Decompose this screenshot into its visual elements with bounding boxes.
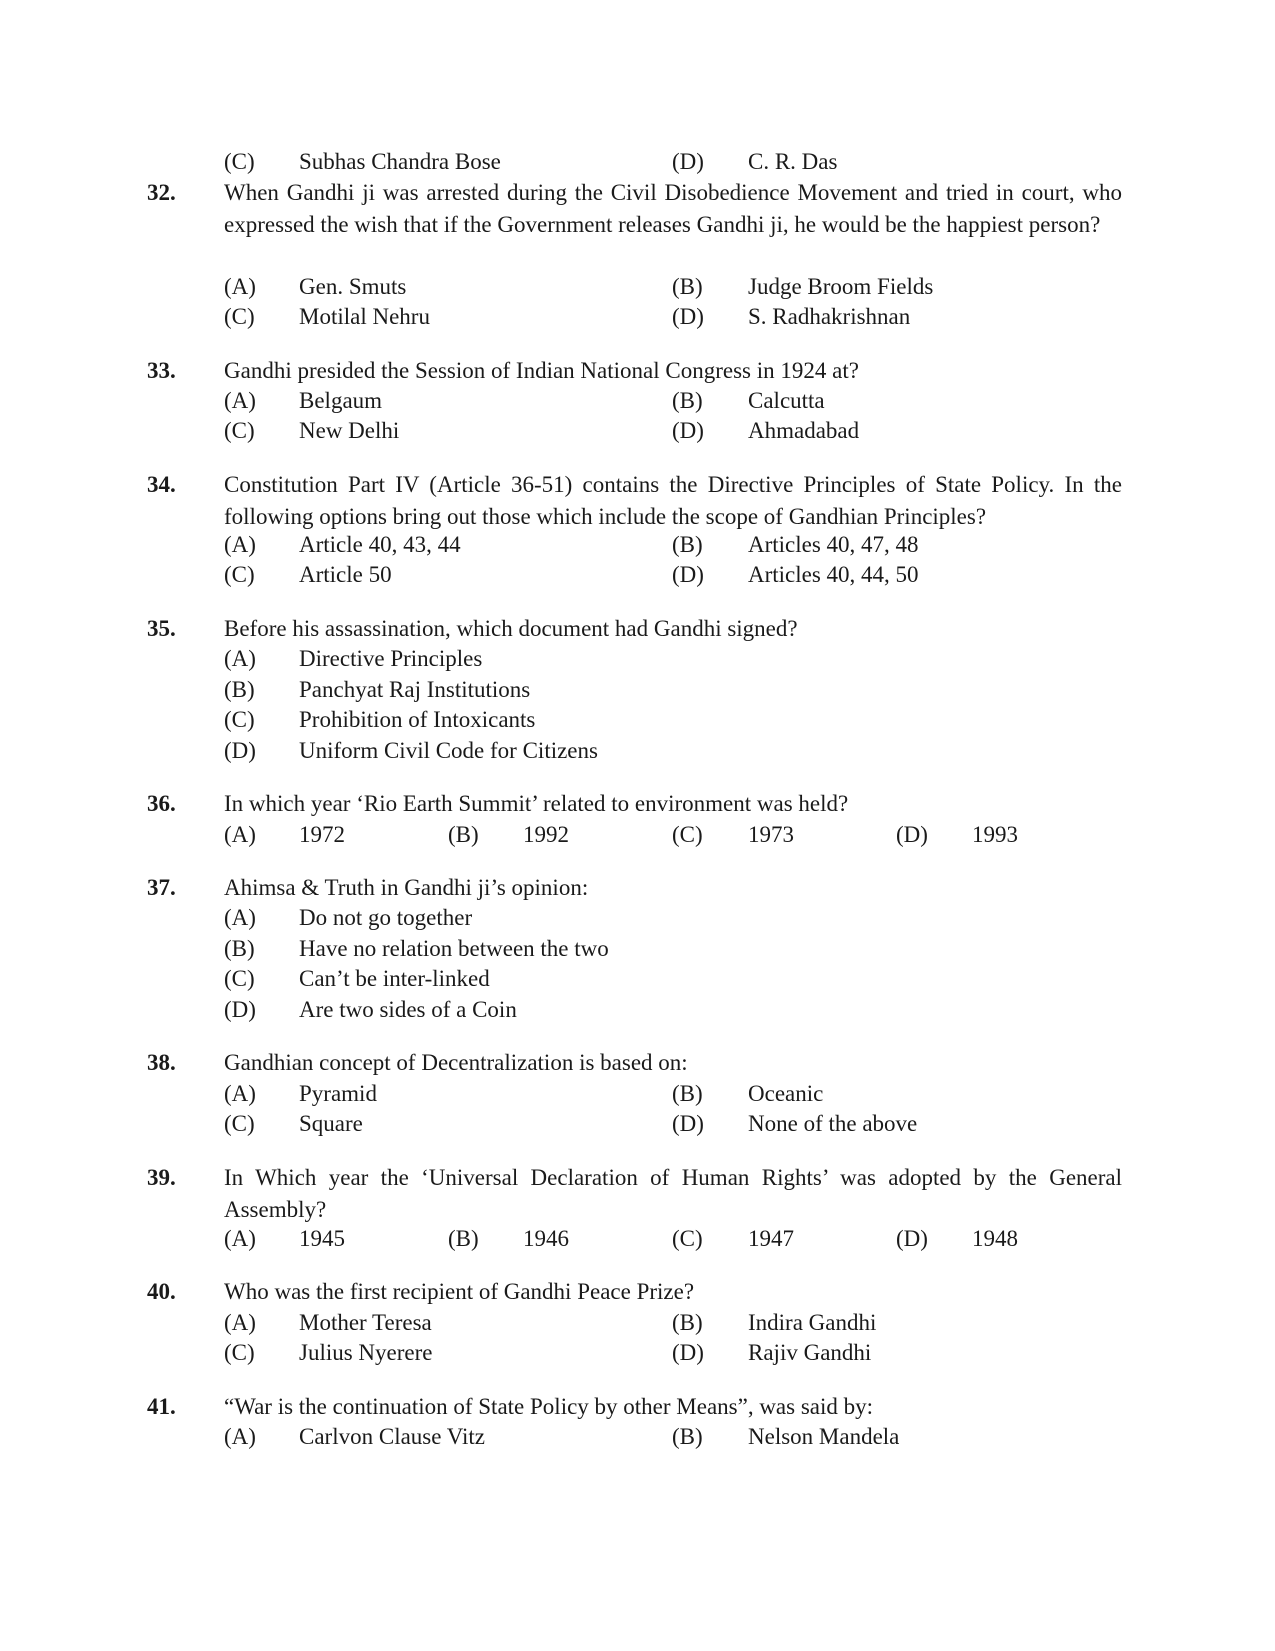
option-letter: (D)	[672, 149, 704, 174]
option-text: Uniform Civil Code for Citizens	[299, 738, 598, 763]
question-text: Who was the first recipient of Gandhi Peace Prize?	[224, 1279, 695, 1304]
option-letter: (A)	[224, 1226, 256, 1251]
option-text: Have no relation between the two	[299, 936, 609, 961]
question-number: 35.	[147, 616, 176, 641]
option-letter: (A)	[224, 822, 256, 847]
option-text: Are two sides of a Coin	[299, 997, 517, 1022]
option-letter: (B)	[672, 532, 703, 557]
option-text: 1992	[523, 822, 569, 847]
option-text: 1973	[748, 822, 794, 847]
option-text: Gen. Smuts	[299, 274, 407, 299]
question-number: 39.	[147, 1165, 176, 1190]
option-text: Panchyat Raj Institutions	[299, 677, 531, 702]
option-text: Articles 40, 47, 48	[748, 532, 919, 557]
option-text: 1947	[748, 1226, 794, 1251]
option-text: Article 50	[299, 562, 392, 587]
option-letter: (C)	[224, 304, 255, 329]
option-letter: (D)	[672, 1111, 704, 1136]
option-letter: (A)	[224, 1081, 256, 1106]
option-text: Do not go together	[299, 905, 473, 930]
question-text: Constitution Part IV (Article 36-51) contains the Directive Principles of State Policy. In the following options bring out those which include the scope of Gandhian Principles?	[224, 472, 1122, 529]
option-letter: (C)	[224, 562, 255, 587]
option-text: Articles 40, 44, 50	[748, 562, 919, 587]
option-text: Rajiv Gandhi	[748, 1340, 872, 1365]
option-letter: (B)	[672, 388, 703, 413]
option-letter: (C)	[672, 822, 703, 847]
option-text: Calcutta	[748, 388, 825, 413]
question-text: Gandhi presided the Session of Indian National Congress in 1924 at?	[224, 358, 859, 383]
option-letter: (D)	[672, 304, 704, 329]
option-text: Pyramid	[299, 1081, 377, 1106]
option-text: Subhas Chandra Bose	[299, 149, 501, 174]
option-text: 1945	[299, 1226, 345, 1251]
option-letter: (D)	[224, 738, 256, 763]
option-text: Mother Teresa	[299, 1310, 432, 1335]
option-text: Indira Gandhi	[748, 1310, 877, 1335]
question-number: 37.	[147, 875, 176, 900]
question-text: Gandhian concept of Decentralization is based on:	[224, 1050, 688, 1075]
option-text: Carlvon Clause Vitz	[299, 1424, 485, 1449]
option-letter: (C)	[224, 1111, 255, 1136]
option-text: Oceanic	[748, 1081, 824, 1106]
question-text: In which year ‘Rio Earth Summit’ related to environment was held?	[224, 791, 849, 816]
option-letter: (C)	[224, 149, 255, 174]
option-letter: (B)	[224, 677, 255, 702]
option-letter: (C)	[672, 1226, 703, 1251]
option-letter: (B)	[448, 1226, 479, 1251]
question-number: 41.	[147, 1394, 176, 1419]
option-letter: (A)	[224, 388, 256, 413]
question-number: 32.	[147, 180, 176, 205]
option-text: Square	[299, 1111, 363, 1136]
option-letter: (B)	[448, 822, 479, 847]
question-number: 38.	[147, 1050, 176, 1075]
option-text: Prohibition of Intoxicants	[299, 707, 536, 732]
option-letter: (B)	[672, 1310, 703, 1335]
option-text: Article 40, 43, 44	[299, 532, 461, 557]
option-letter: (D)	[672, 562, 704, 587]
option-letter: (C)	[224, 707, 255, 732]
option-text: 1993	[972, 822, 1018, 847]
option-letter: (C)	[224, 1340, 255, 1365]
option-text: Judge Broom Fields	[748, 274, 934, 299]
option-letter: (B)	[672, 274, 703, 299]
option-text: S. Radhakrishnan	[748, 304, 911, 329]
question-text: Before his assassination, which document had Gandhi signed?	[224, 616, 798, 641]
option-letter: (A)	[224, 532, 256, 557]
option-text: Belgaum	[299, 388, 383, 413]
option-letter: (A)	[224, 905, 256, 930]
question-text: “War is the continuation of State Policy by other Means”, was said by:	[224, 1394, 874, 1419]
option-text: None of the above	[748, 1111, 918, 1136]
option-letter: (D)	[672, 1340, 704, 1365]
option-text: Motilal Nehru	[299, 304, 430, 329]
question-text: Ahimsa & Truth in Gandhi ji’s opinion:	[224, 875, 589, 900]
option-text: 1948	[972, 1226, 1018, 1251]
option-text: Directive Principles	[299, 646, 483, 671]
option-letter: (D)	[224, 997, 256, 1022]
option-letter: (A)	[224, 1424, 256, 1449]
option-letter: (A)	[224, 646, 256, 671]
question-number: 36.	[147, 791, 176, 816]
option-letter: (D)	[672, 418, 704, 443]
option-letter: (D)	[896, 822, 928, 847]
option-letter: (C)	[224, 418, 255, 443]
question-number: 33.	[147, 358, 176, 383]
option-letter: (C)	[224, 966, 255, 991]
option-text: 1972	[299, 822, 345, 847]
option-letter: (B)	[672, 1424, 703, 1449]
option-text: Ahmadabad	[748, 418, 860, 443]
option-text: C. R. Das	[748, 149, 838, 174]
option-letter: (D)	[896, 1226, 928, 1251]
option-letter: (B)	[672, 1081, 703, 1106]
option-letter: (B)	[224, 936, 255, 961]
option-text: 1946	[523, 1226, 569, 1251]
option-letter: (A)	[224, 274, 256, 299]
option-text: Nelson Mandela	[748, 1424, 900, 1449]
option-text: Can’t be inter-linked	[299, 966, 490, 991]
question-number: 34.	[147, 472, 176, 497]
option-letter: (A)	[224, 1310, 256, 1335]
question-number: 40.	[147, 1279, 176, 1304]
option-text: Julius Nyerere	[299, 1340, 433, 1365]
question-text: In Which year the ‘Universal Declaration of Human Rights’ was adopted by the General Assembly?	[224, 1165, 1122, 1222]
option-text: New Delhi	[299, 418, 400, 443]
question-text: When Gandhi ji was arrested during the Civil Disobedience Movement and tried in court, who expressed the wish that if the Government releases Gandhi ji, he would be the happiest person?	[224, 180, 1122, 237]
